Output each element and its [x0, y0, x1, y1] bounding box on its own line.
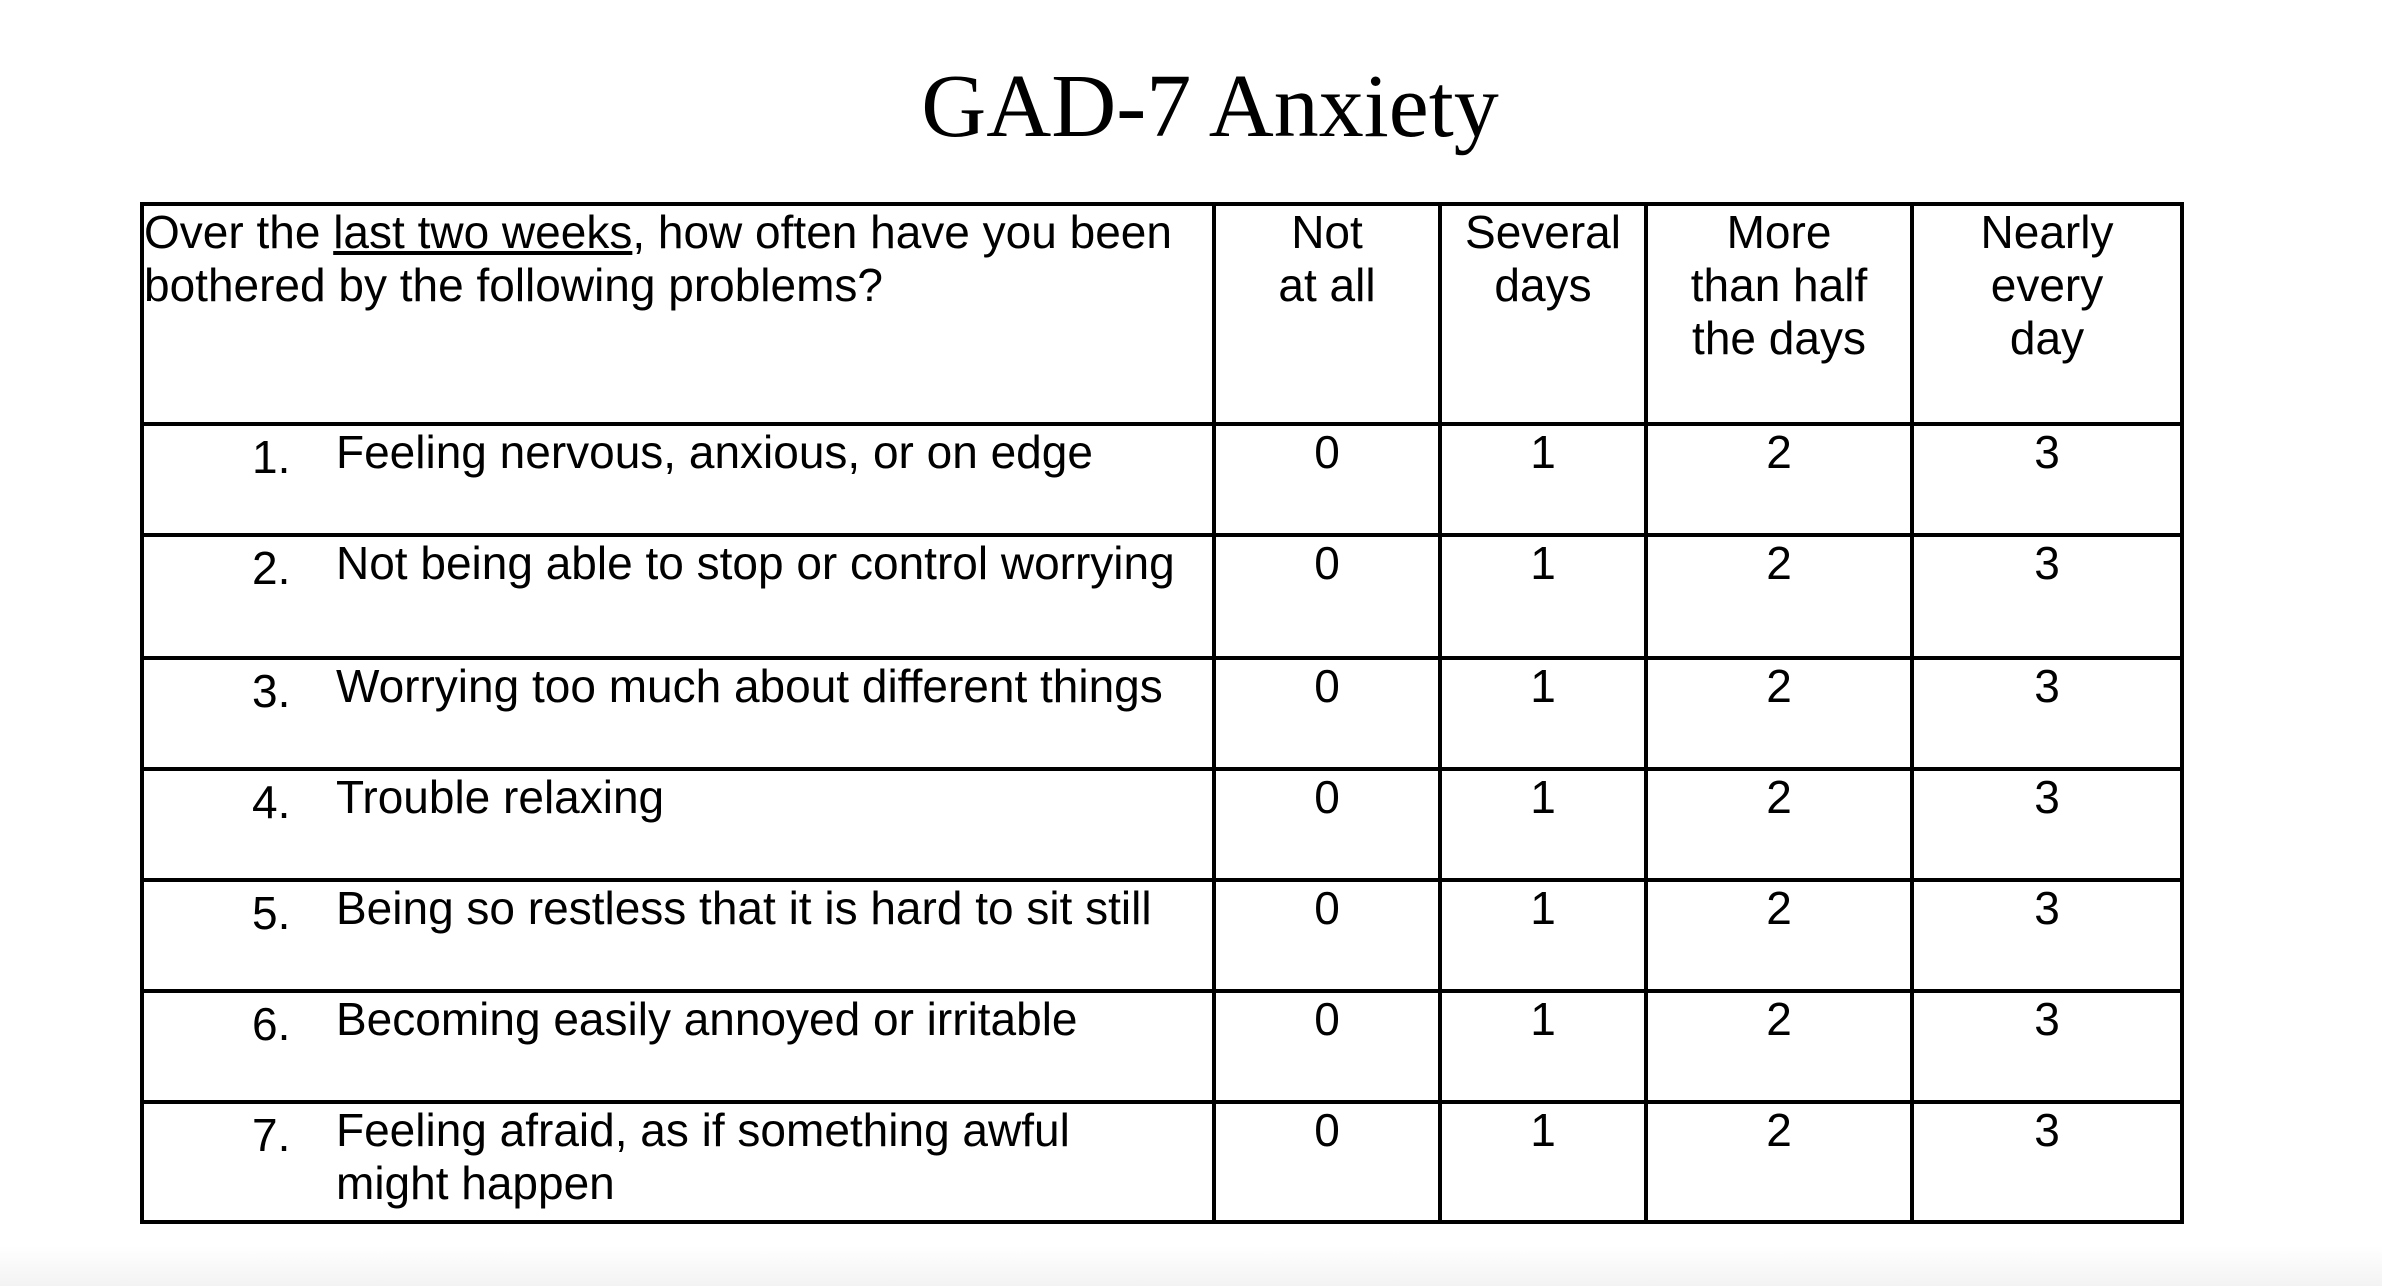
score-option-0[interactable] — [1214, 880, 1440, 991]
score-option-0[interactable] — [1214, 1102, 1440, 1222]
item-text: Trouble relaxing — [336, 771, 665, 823]
score-option-3[interactable] — [1912, 424, 2182, 535]
score-option-2[interactable] — [1646, 424, 1912, 535]
item-number: 1. — [252, 431, 291, 483]
item-question — [142, 658, 1214, 769]
score-value: 0 — [1314, 993, 1340, 1045]
score-value: 2 — [1766, 660, 1792, 712]
option-label-line: every — [1990, 259, 2104, 311]
score-value: 1 — [1530, 426, 1556, 478]
item-question — [142, 1102, 1214, 1222]
score-value: 2 — [1766, 537, 1792, 589]
score-value: 3 — [2034, 537, 2060, 589]
score-value: 3 — [2034, 660, 2060, 712]
score-value: 1 — [1530, 660, 1556, 712]
gad7-table — [140, 202, 2184, 1224]
score-option-0[interactable] — [1214, 991, 1440, 1102]
score-option-2[interactable] — [1646, 1102, 1912, 1222]
score-option-1[interactable] — [1440, 535, 1646, 658]
prompt-underlined: last two weeks — [333, 206, 633, 258]
item-row-3 — [142, 658, 2182, 769]
item-text: Not being able to stop or control worrying — [336, 537, 1175, 589]
score-option-0[interactable] — [1214, 658, 1440, 769]
score-value: 3 — [2034, 882, 2060, 934]
score-value: 0 — [1314, 660, 1340, 712]
item-number: 5. — [252, 887, 291, 939]
item-number: 2. — [252, 542, 291, 594]
score-option-3[interactable] — [1912, 991, 2182, 1102]
option-header-not-at-all — [1214, 204, 1440, 424]
score-value: 1 — [1530, 1104, 1556, 1156]
score-value: 0 — [1314, 537, 1340, 589]
page-title: GAD-7 Anxiety — [921, 57, 1499, 156]
item-question — [142, 991, 1214, 1102]
score-value: 2 — [1766, 882, 1792, 934]
item-question — [142, 769, 1214, 880]
score-option-2[interactable] — [1646, 991, 1912, 1102]
score-value: 1 — [1530, 993, 1556, 1045]
score-option-2[interactable] — [1646, 658, 1912, 769]
item-row-1 — [142, 424, 2182, 535]
score-option-1[interactable] — [1440, 424, 1646, 535]
question-prompt — [142, 204, 1214, 424]
item-number: 6. — [252, 998, 291, 1050]
score-value: 2 — [1766, 426, 1792, 478]
item-row-5 — [142, 880, 2182, 991]
option-label-line: Not — [1291, 206, 1363, 258]
score-option-3[interactable] — [1912, 769, 2182, 880]
option-label-line: the days — [1692, 312, 1866, 364]
item-number: 4. — [252, 776, 291, 828]
score-value: 2 — [1766, 1104, 1792, 1156]
score-value: 3 — [2034, 426, 2060, 478]
score-option-1[interactable] — [1440, 991, 1646, 1102]
score-option-3[interactable] — [1912, 535, 2182, 658]
score-option-2[interactable] — [1646, 535, 1912, 658]
score-value: 2 — [1766, 771, 1792, 823]
score-option-2[interactable] — [1646, 880, 1912, 991]
option-header-more-than-half — [1646, 204, 1912, 424]
item-row-7 — [142, 1102, 2182, 1222]
item-question — [142, 535, 1214, 658]
option-header-several-days — [1440, 204, 1646, 424]
score-option-0[interactable] — [1214, 535, 1440, 658]
item-text: Feeling afraid, as if something awful might happen — [336, 1104, 1070, 1209]
item-text: Being so restless that it is hard to sit still — [336, 882, 1152, 934]
item-text: Becoming easily annoyed or irritable — [336, 993, 1078, 1045]
score-option-3[interactable] — [1912, 880, 2182, 991]
item-row-4 — [142, 769, 2182, 880]
score-option-0[interactable] — [1214, 424, 1440, 535]
prompt-text-start: Over the — [144, 206, 334, 258]
score-value: 0 — [1314, 771, 1340, 823]
score-value: 3 — [2034, 771, 2060, 823]
score-option-1[interactable] — [1440, 1102, 1646, 1222]
option-label-line: Nearly — [1980, 206, 2114, 258]
item-row-6 — [142, 991, 2182, 1102]
score-option-0[interactable] — [1214, 769, 1440, 880]
option-label-line: than half — [1690, 259, 1868, 311]
option-label-line: day — [2009, 312, 2085, 364]
score-value: 0 — [1314, 882, 1340, 934]
score-option-1[interactable] — [1440, 769, 1646, 880]
score-value: 0 — [1314, 1104, 1340, 1156]
score-value: 2 — [1766, 993, 1792, 1045]
item-text: Feeling nervous, anxious, or on edge — [336, 426, 1093, 478]
header-row — [142, 204, 2182, 424]
score-option-3[interactable] — [1912, 658, 2182, 769]
option-label-line: Several — [1465, 206, 1621, 258]
score-value: 1 — [1530, 882, 1556, 934]
prompt-text-end: , how often have you been bothered by the following problems? — [144, 206, 1172, 311]
option-label-line: More — [1726, 206, 1832, 258]
item-question — [142, 880, 1214, 991]
score-value: 0 — [1314, 426, 1340, 478]
score-option-1[interactable] — [1440, 880, 1646, 991]
score-value: 1 — [1530, 771, 1556, 823]
item-number: 7. — [252, 1109, 291, 1161]
score-value: 3 — [2034, 1104, 2060, 1156]
option-header-nearly-every-day — [1912, 204, 2182, 424]
item-question — [142, 424, 1214, 535]
score-option-1[interactable] — [1440, 658, 1646, 769]
score-option-2[interactable] — [1646, 769, 1912, 880]
option-label-line: at all — [1278, 259, 1376, 311]
item-number: 3. — [252, 665, 291, 717]
item-row-2 — [142, 535, 2182, 658]
score-option-3[interactable] — [1912, 1102, 2182, 1222]
score-value: 3 — [2034, 993, 2060, 1045]
score-value: 1 — [1530, 537, 1556, 589]
item-text: Worrying too much about different things — [336, 660, 1163, 712]
option-label-line: days — [1494, 259, 1592, 311]
